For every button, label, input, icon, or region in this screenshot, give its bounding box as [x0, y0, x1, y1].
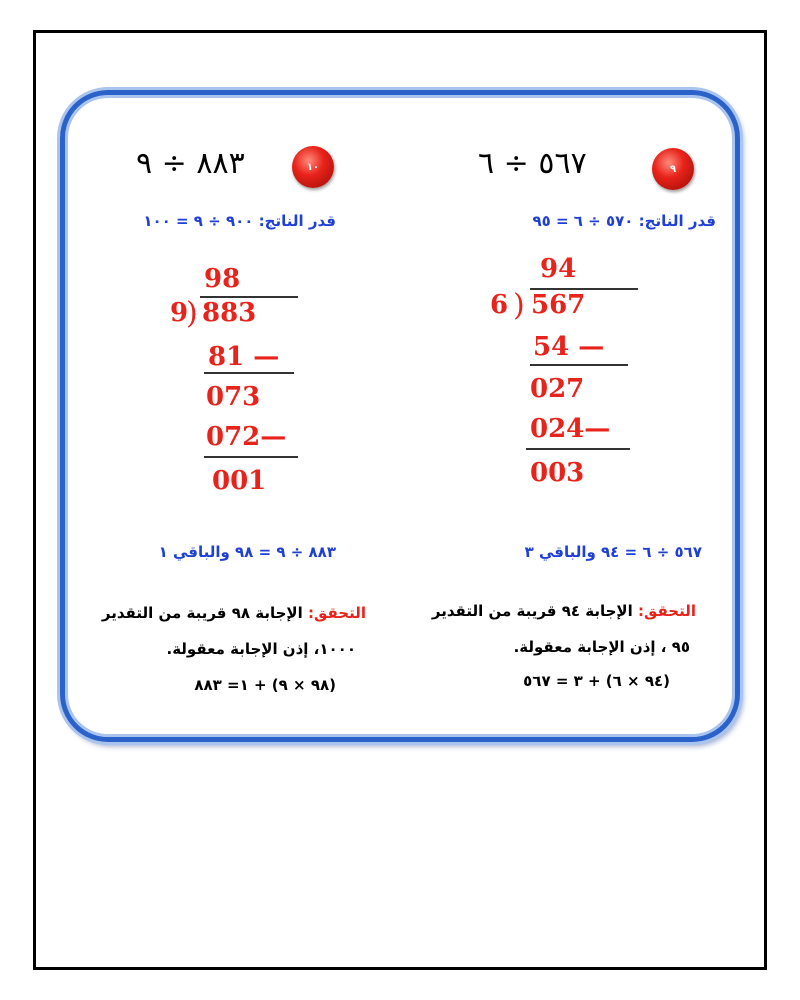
division-bracket-left: ): [186, 296, 198, 331]
problem-left: ٨٨٣ ÷ ٩: [136, 146, 245, 181]
rule2-right: [526, 448, 630, 450]
divisor-left: 9: [170, 298, 189, 328]
result-right: ٥٦٧ ÷ ٦ = ٩٤ والباقي ٣: [524, 543, 702, 561]
rule1-left: [204, 372, 294, 374]
step3-right: 024—: [530, 414, 611, 444]
check-line1-left: [94, 604, 366, 622]
estimate-left: [94, 212, 336, 230]
badge-label: ١٠: [306, 161, 320, 173]
example-number-badge-right: [652, 148, 694, 190]
result-left: ٨٨٣ ÷ ٩ = ٩٨ والباقي ١: [158, 543, 336, 561]
quotient-left: 98: [204, 264, 241, 294]
step3-left: 072—: [206, 422, 287, 452]
check-label: التحقق:: [307, 604, 366, 622]
step2-right: 027: [530, 374, 585, 404]
check-text: الإجابة ٩٨ قريبة من التقدير: [101, 604, 303, 622]
badge-label: ٩: [669, 163, 677, 175]
quotient-right: 94: [540, 254, 577, 284]
estimate-label: قدر الناتج:: [258, 212, 336, 230]
step1-right: 54 —: [533, 332, 605, 362]
estimate-right: [484, 212, 716, 230]
check-line2-left: ١٠٠٠، إذن الإجابة معقولة.: [166, 640, 356, 658]
division-bracket-right: ): [513, 288, 525, 323]
step1-left: 81 —: [208, 342, 280, 372]
remainder-left: 001: [212, 466, 267, 496]
estimate-label: قدر الناتج:: [638, 212, 716, 230]
dividend-right: 567: [531, 290, 586, 320]
dividend-left: 883: [202, 298, 257, 328]
check-text: الإجابة ٩٤ قريبة من التقدير: [431, 602, 633, 620]
estimate-expression: ٩٠٠ ÷ ٩ = ١٠٠: [143, 212, 254, 230]
divisor-right: 6: [490, 290, 509, 320]
problem-right: ٥٦٧ ÷ ٦: [478, 146, 587, 181]
rule1-right: [530, 364, 628, 366]
check-line3-left: (٩٨ × ٩) + ١= ٨٨٣: [194, 676, 336, 694]
step2-left: 073: [206, 382, 261, 412]
remainder-right: 003: [530, 458, 585, 488]
estimate-expression: ٥٧٠ ÷ ٦ = ٩٥: [532, 212, 634, 230]
check-line3-right: (٩٤ × ٦) + ٣ = ٥٦٧: [523, 672, 670, 690]
rule2-left: [204, 456, 298, 458]
check-label: التحقق:: [637, 602, 696, 620]
example-number-badge-left: [292, 146, 334, 188]
check-line2-right: ٩٥ ، إذن الإجابة معقولة.: [513, 638, 690, 656]
check-line1-right: [430, 602, 696, 620]
